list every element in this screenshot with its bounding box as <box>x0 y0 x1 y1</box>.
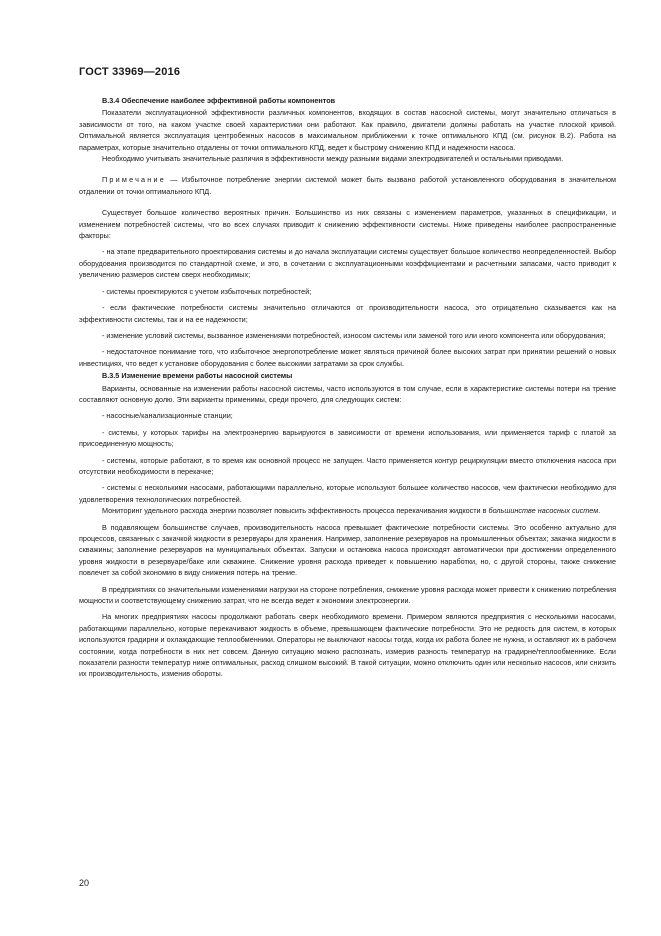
paragraph: Существует большое количество вероятных причин. Большинство из них связаны с изменением параметров, указанных в спецификации, и изменением потребностей системы, что во всех случаях приводит к снижению эффективности системы. Ниже приведены наиболее распространенные факторы: <box>79 208 616 241</box>
paragraph: Показатели эксплуатационной эффективности различных компонентов, входящих в состав насосной системы, могут значительно отличаться в зависимости от того, на каком участке своей характеристики они работают. Как правило, двигатели должны работать на участке плоской кривой. Оптимальной является эксплуатация центробежных насосов в максимальном приближении к точке оптимального КПД (см. рисунок В.2). Работа на параметрах, которые значительно отдалены от точки оптимального КПД, ведет к быстрому снижению КПД и надежности насоса. <box>79 108 616 152</box>
paragraph: На многих предприятиях насосы продолжают работать сверх необходимого времени. Примером являются предприятия с несколькими насосами, работающими параллельно, которые перекачивают жидкость в объеме, превышающем фактические потребности. Это не редкость для систем, в которых используются градирни и охлаждающие теплообменники. Операторы не выключают насосы тогда, когда их работа более не нужна, и оставляют их в рабочем состоянии, когда потребности в них нет совсем. Данную ситуацию можно распознать, измерив разность температур на градирне/теплообменнике. Если показатели разности температур ниже оптимальных, расход слишком высокий. В такой ситуации, можно отключить один или несколько насосов, или снизить их производительность, изменив обороты. <box>79 612 616 679</box>
paragraph-end: . <box>598 506 601 516</box>
list-item: - системы проектируются с учетом избыточных потребностей; <box>102 286 312 296</box>
document-header-title: ГОСТ 33969—2016 <box>79 66 181 78</box>
italic-phrase: большинстве насосных систем <box>488 506 599 516</box>
list-item: - недостаточное понимание того, что избыточное энергопотребление может являться причиной более высоких затрат при принятии решений о новых инвестициях, что ведет к установке оборудования с более высокими затратами за срок службы. <box>79 347 616 368</box>
list-item: - системы с несколькими насосами, работающими параллельно, которые используют большее количество насосов, чем фактически необходимо для удовлетворения технологических потребностей. <box>79 483 616 504</box>
paragraph: В подавляющем большинстве случаев, производительность насоса превышает фактические потребности системы. Это особенно актуально для процессов, связанных с закачкой жидкости в резервуары для хранения. Например, заполнение резервуаров на промышленных объектах; закачка жидкости в скважины; заполнение резервуаров на муниципальных объектах. Запуски и остановка насоса происходят автоматически при достижении определенного уровня жидкости в резервуаре/баке или скважине. Снижение уровня расхода приведет к повышению наработки, но, с другой стороны, также снижение повлечет за собой экономию в виду снижения потерь на трение. <box>79 522 616 578</box>
section-heading-b35: В.3.5 Изменение времени работы насосной системы <box>102 371 293 381</box>
note-text: — Избыточное потребление энергии системой может быть вызвано работой установленного оборудования в значительном отдалении от точки оптимального КПД. <box>79 175 616 196</box>
list-item: - если фактические потребности системы значительно отличаются от производительности насоса, это отрицательно сказывается как на эффективности системы, так и на ее надежности; <box>79 303 616 324</box>
document-body <box>79 94 616 680</box>
list-item: - насосные/канализационные станции; <box>102 411 233 421</box>
list-item: - на этапе предварительного проектирования системы и до начала эксплуатации системы существует большое количество неопределенностей. Выбор оборудования производится по стандартной схеме, и это, в сочетании с эксплуатационными коэффициентами и расчетными запасами, часто приводит к увеличению размеров систем сверх необходимых; <box>79 247 616 280</box>
note-paragraph <box>79 174 616 197</box>
paragraph: Варианты, основанные на изменении работы насосной системы, часто используются в том случае, если в характеристике системы потери на трение составляют основную долю. Эти варианты применимы, среди прочего, для следующих систем: <box>79 383 616 404</box>
paragraph: Необходимо учитывать значительные различия в эффективности между разными видами электродвигателей и остальными приводами. <box>102 154 564 164</box>
list-item: - изменение условий системы, вызванное изменениями потребностей, износом системы или заменой того или иного компонента или оборудования; <box>102 330 606 340</box>
note-label: Примечание <box>102 175 166 185</box>
paragraph-text: Мониторинг удельного расхода энергии позволяет повысить эффективность процесса перекачивания жидкости в <box>102 506 489 516</box>
page-number: 20 <box>79 878 90 888</box>
list-item: - системы, которые работают, в то время как основной процесс не запущен. Часто применяется контур рециркуляции вместо отключения насоса при отсутствии необходимости в перекачке; <box>79 455 616 476</box>
paragraph <box>79 505 616 516</box>
list-item: - системы, у которых тарифы на электроэнергию варьируются в зависимости от времени использования, или применяется тариф с платой за присоединенную мощность; <box>79 427 616 449</box>
section-heading-b34: В.3.4 Обеспечение наиболее эффективной работы компонентов <box>102 96 336 105</box>
paragraph: В предприятиях со значительными изменениями нагрузки на стороне потребления, снижение уровня расхода может привести к снижению потребления мощности и соответствующему снижению затрат, что не всегда ведет к экономии электроэнергии. <box>79 584 616 606</box>
